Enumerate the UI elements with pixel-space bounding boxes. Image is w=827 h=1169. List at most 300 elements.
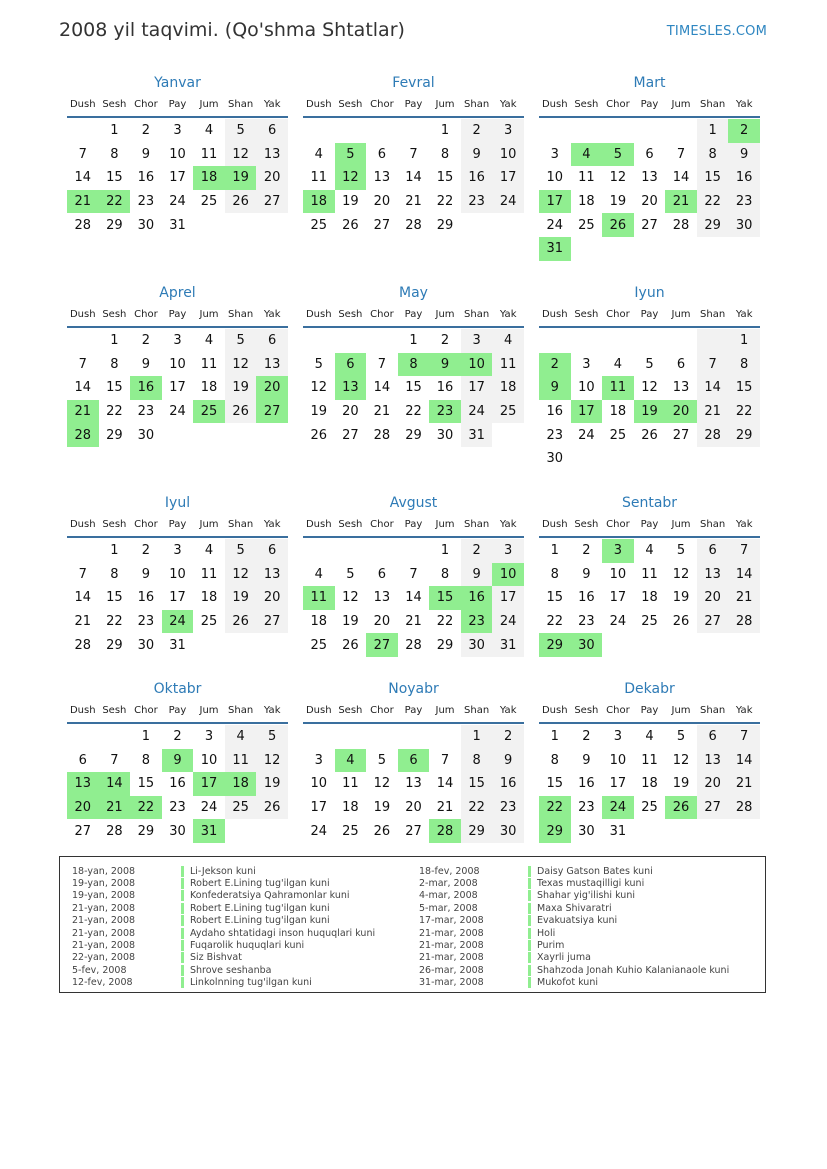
day-cell[interactable]: 7 bbox=[78, 356, 87, 372]
day-cell[interactable]: 18 bbox=[342, 800, 359, 816]
day-cell[interactable]: 22 bbox=[405, 404, 422, 420]
day-cell[interactable]: 15 bbox=[728, 376, 760, 400]
day-cell[interactable]: 26 bbox=[665, 796, 697, 820]
day-cell[interactable]: 23 bbox=[461, 610, 493, 634]
day-cell[interactable]: 3 bbox=[492, 539, 524, 563]
day-cell[interactable]: 22 bbox=[130, 796, 162, 820]
day-cell[interactable]: 23 bbox=[578, 800, 595, 816]
day-cell[interactable]: 8 bbox=[728, 353, 760, 377]
day-cell[interactable]: 8 bbox=[440, 566, 450, 582]
day-cell[interactable]: 11 bbox=[310, 170, 328, 186]
day-cell[interactable]: 30 bbox=[436, 427, 454, 443]
day-cell[interactable]: 9 bbox=[461, 563, 493, 587]
day-cell[interactable]: 8 bbox=[550, 566, 559, 582]
day-cell[interactable]: 10 bbox=[200, 752, 218, 768]
day-cell[interactable]: 12 bbox=[225, 353, 257, 377]
day-cell[interactable]: 9 bbox=[162, 749, 194, 773]
day-cell[interactable]: 11 bbox=[303, 586, 335, 610]
day-cell[interactable]: 21 bbox=[67, 190, 99, 214]
day-cell[interactable]: 2 bbox=[141, 333, 151, 349]
day-cell[interactable]: 27 bbox=[697, 610, 729, 634]
day-cell[interactable]: 29 bbox=[106, 637, 123, 653]
day-cell[interactable]: 27 bbox=[74, 823, 92, 839]
day-cell[interactable]: 26 bbox=[342, 217, 359, 233]
day-cell[interactable]: 22 bbox=[436, 614, 454, 630]
day-cell[interactable]: 27 bbox=[405, 823, 422, 839]
day-cell[interactable]: 31 bbox=[609, 823, 627, 839]
day-cell[interactable]: 11 bbox=[641, 752, 658, 768]
day-cell[interactable]: 1 bbox=[440, 543, 450, 559]
day-cell[interactable]: 9 bbox=[141, 356, 151, 372]
day-cell[interactable]: 25 bbox=[310, 217, 328, 233]
day-cell[interactable]: 11 bbox=[200, 146, 218, 162]
day-cell[interactable]: 10 bbox=[609, 752, 627, 768]
day-cell[interactable]: 5 bbox=[645, 356, 654, 372]
day-cell[interactable]: 30 bbox=[578, 823, 595, 839]
day-cell[interactable]: 20 bbox=[256, 166, 288, 190]
day-cell[interactable]: 20 bbox=[697, 586, 729, 610]
day-cell[interactable]: 29 bbox=[697, 213, 729, 237]
day-cell[interactable]: 20 bbox=[641, 194, 658, 210]
day-cell[interactable]: 27 bbox=[256, 400, 288, 424]
day-cell[interactable]: 25 bbox=[641, 800, 658, 816]
day-cell[interactable]: 10 bbox=[609, 566, 627, 582]
day-cell[interactable]: 11 bbox=[492, 353, 524, 377]
day-cell[interactable]: 13 bbox=[697, 749, 729, 773]
day-cell[interactable]: 4 bbox=[314, 566, 323, 582]
day-cell[interactable]: 22 bbox=[728, 400, 760, 424]
day-cell[interactable]: 29 bbox=[461, 819, 493, 843]
day-cell[interactable]: 19 bbox=[634, 400, 666, 424]
day-cell[interactable]: 7 bbox=[110, 752, 119, 768]
day-cell[interactable]: 27 bbox=[672, 427, 690, 443]
day-cell[interactable]: 2 bbox=[173, 729, 182, 745]
day-cell[interactable]: 15 bbox=[106, 380, 123, 396]
day-cell[interactable]: 17 bbox=[571, 400, 603, 424]
day-cell[interactable]: 16 bbox=[492, 772, 524, 796]
day-cell[interactable]: 28 bbox=[429, 819, 461, 843]
day-cell[interactable]: 24 bbox=[492, 190, 524, 214]
day-cell[interactable]: 10 bbox=[492, 563, 524, 587]
day-cell[interactable]: 16 bbox=[461, 166, 493, 190]
day-cell[interactable]: 18 bbox=[225, 772, 257, 796]
day-cell[interactable]: 18 bbox=[641, 776, 658, 792]
day-cell[interactable]: 24 bbox=[602, 796, 634, 820]
day-cell[interactable]: 12 bbox=[225, 143, 257, 167]
day-cell[interactable]: 13 bbox=[256, 563, 288, 587]
day-cell[interactable]: 29 bbox=[728, 423, 760, 447]
day-cell[interactable]: 7 bbox=[676, 146, 686, 162]
day-cell[interactable]: 25 bbox=[578, 217, 595, 233]
day-cell[interactable]: 5 bbox=[346, 566, 355, 582]
day-cell[interactable]: 3 bbox=[582, 356, 591, 372]
day-cell[interactable]: 6 bbox=[697, 539, 729, 563]
day-cell[interactable]: 23 bbox=[546, 427, 564, 443]
day-cell[interactable]: 31 bbox=[492, 633, 524, 657]
day-cell[interactable]: 28 bbox=[728, 796, 760, 820]
day-cell[interactable]: 26 bbox=[342, 637, 359, 653]
day-cell[interactable]: 22 bbox=[99, 190, 131, 214]
day-cell[interactable]: 20 bbox=[665, 400, 697, 424]
day-cell[interactable]: 21 bbox=[405, 614, 422, 630]
day-cell[interactable]: 10 bbox=[461, 353, 493, 377]
day-cell[interactable]: 21 bbox=[697, 400, 729, 424]
day-cell[interactable]: 20 bbox=[256, 376, 288, 400]
day-cell[interactable]: 14 bbox=[697, 376, 729, 400]
day-cell[interactable]: 12 bbox=[335, 166, 367, 190]
day-cell[interactable]: 31 bbox=[539, 237, 571, 261]
day-cell[interactable]: 16 bbox=[546, 404, 564, 420]
day-cell[interactable]: 21 bbox=[436, 800, 454, 816]
day-cell[interactable]: 8 bbox=[697, 143, 729, 167]
day-cell[interactable]: 12 bbox=[225, 563, 257, 587]
day-cell[interactable]: 21 bbox=[99, 796, 131, 820]
day-cell[interactable]: 22 bbox=[106, 404, 123, 420]
day-cell[interactable]: 24 bbox=[492, 610, 524, 634]
day-cell[interactable]: 6 bbox=[676, 356, 686, 372]
day-cell[interactable]: 26 bbox=[602, 213, 634, 237]
day-cell[interactable]: 30 bbox=[571, 633, 603, 657]
day-cell[interactable]: 21 bbox=[665, 190, 697, 214]
day-cell[interactable]: 29 bbox=[405, 427, 422, 443]
day-cell[interactable]: 23 bbox=[429, 400, 461, 424]
day-cell[interactable]: 1 bbox=[440, 123, 450, 139]
day-cell[interactable]: 22 bbox=[546, 614, 564, 630]
day-cell[interactable]: 9 bbox=[141, 146, 151, 162]
day-cell[interactable]: 28 bbox=[106, 823, 123, 839]
day-cell[interactable]: 2 bbox=[461, 539, 493, 563]
day-cell[interactable]: 3 bbox=[173, 333, 182, 349]
day-cell[interactable]: 27 bbox=[697, 796, 729, 820]
day-cell[interactable]: 24 bbox=[169, 194, 186, 210]
day-cell[interactable]: 16 bbox=[578, 776, 595, 792]
day-cell[interactable]: 15 bbox=[137, 776, 155, 792]
day-cell[interactable]: 27 bbox=[373, 217, 391, 233]
day-cell[interactable]: 10 bbox=[546, 170, 564, 186]
day-cell[interactable]: 4 bbox=[492, 329, 524, 353]
day-cell[interactable]: 14 bbox=[405, 170, 422, 186]
day-cell[interactable]: 19 bbox=[342, 194, 359, 210]
day-cell[interactable]: 1 bbox=[110, 543, 119, 559]
day-cell[interactable]: 17 bbox=[609, 590, 627, 606]
day-cell[interactable]: 29 bbox=[106, 427, 123, 443]
day-cell[interactable]: 25 bbox=[200, 194, 218, 210]
day-cell[interactable]: 15 bbox=[697, 166, 729, 190]
day-cell[interactable]: 8 bbox=[550, 752, 559, 768]
day-cell[interactable]: 8 bbox=[141, 752, 151, 768]
day-cell[interactable]: 2 bbox=[582, 729, 591, 745]
day-cell[interactable]: 2 bbox=[582, 543, 591, 559]
day-cell[interactable]: 9 bbox=[728, 143, 760, 167]
day-cell[interactable]: 24 bbox=[310, 823, 328, 839]
day-cell[interactable]: 21 bbox=[74, 614, 92, 630]
day-cell[interactable]: 20 bbox=[405, 800, 422, 816]
day-cell[interactable]: 8 bbox=[110, 356, 119, 372]
day-cell[interactable]: 29 bbox=[539, 819, 571, 843]
day-cell[interactable]: 14 bbox=[373, 380, 391, 396]
day-cell[interactable]: 4 bbox=[204, 543, 214, 559]
day-cell[interactable]: 24 bbox=[461, 400, 493, 424]
day-cell[interactable]: 5 bbox=[225, 119, 257, 143]
day-cell[interactable]: 18 bbox=[641, 590, 658, 606]
day-cell[interactable]: 19 bbox=[256, 772, 288, 796]
day-cell[interactable]: 16 bbox=[137, 170, 155, 186]
day-cell[interactable]: 6 bbox=[377, 566, 387, 582]
day-cell[interactable]: 11 bbox=[641, 566, 658, 582]
day-cell[interactable]: 3 bbox=[173, 123, 182, 139]
day-cell[interactable]: 19 bbox=[342, 614, 359, 630]
day-cell[interactable]: 28 bbox=[405, 637, 422, 653]
day-cell[interactable]: 21 bbox=[373, 404, 391, 420]
day-cell[interactable]: 28 bbox=[672, 217, 690, 233]
day-cell[interactable]: 31 bbox=[169, 637, 186, 653]
day-cell[interactable]: 9 bbox=[492, 749, 524, 773]
day-cell[interactable]: 3 bbox=[173, 543, 182, 559]
day-cell[interactable]: 4 bbox=[204, 333, 214, 349]
day-cell[interactable]: 1 bbox=[728, 329, 760, 353]
day-cell[interactable]: 28 bbox=[728, 610, 760, 634]
day-cell[interactable]: 1 bbox=[550, 543, 559, 559]
day-cell[interactable]: 30 bbox=[137, 637, 155, 653]
day-cell[interactable]: 1 bbox=[110, 333, 119, 349]
day-cell[interactable]: 23 bbox=[578, 614, 595, 630]
day-cell[interactable]: 25 bbox=[342, 823, 359, 839]
day-cell[interactable]: 13 bbox=[672, 380, 690, 396]
day-cell[interactable]: 12 bbox=[342, 590, 359, 606]
day-cell[interactable]: 30 bbox=[492, 819, 524, 843]
day-cell[interactable]: 13 bbox=[256, 353, 288, 377]
day-cell[interactable]: 6 bbox=[697, 725, 729, 749]
day-cell[interactable]: 12 bbox=[310, 380, 328, 396]
day-cell[interactable]: 2 bbox=[728, 119, 760, 143]
day-cell[interactable]: 11 bbox=[225, 749, 257, 773]
day-cell[interactable]: 29 bbox=[436, 217, 454, 233]
day-cell[interactable]: 24 bbox=[546, 217, 564, 233]
day-cell[interactable]: 27 bbox=[366, 633, 398, 657]
day-cell[interactable]: 18 bbox=[310, 614, 328, 630]
day-cell[interactable]: 2 bbox=[141, 543, 151, 559]
day-cell[interactable]: 3 bbox=[314, 752, 323, 768]
day-cell[interactable]: 3 bbox=[492, 119, 524, 143]
day-cell[interactable]: 21 bbox=[728, 772, 760, 796]
day-cell[interactable]: 13 bbox=[641, 170, 658, 186]
day-cell[interactable]: 30 bbox=[169, 823, 186, 839]
day-cell[interactable]: 7 bbox=[728, 539, 760, 563]
day-cell[interactable]: 25 bbox=[225, 796, 257, 820]
day-cell[interactable]: 4 bbox=[204, 123, 214, 139]
day-cell[interactable]: 6 bbox=[335, 353, 367, 377]
day-cell[interactable]: 13 bbox=[405, 776, 422, 792]
day-cell[interactable]: 30 bbox=[137, 427, 155, 443]
day-cell[interactable]: 10 bbox=[169, 146, 186, 162]
day-cell[interactable]: 7 bbox=[409, 146, 418, 162]
day-cell[interactable]: 31 bbox=[193, 819, 225, 843]
day-cell[interactable]: 11 bbox=[200, 566, 218, 582]
day-cell[interactable]: 18 bbox=[200, 380, 218, 396]
day-cell[interactable]: 23 bbox=[492, 796, 524, 820]
day-cell[interactable]: 12 bbox=[609, 170, 627, 186]
day-cell[interactable]: 10 bbox=[169, 566, 186, 582]
day-cell[interactable]: 16 bbox=[436, 380, 454, 396]
day-cell[interactable]: 9 bbox=[582, 566, 591, 582]
day-cell[interactable]: 4 bbox=[571, 143, 603, 167]
day-cell[interactable]: 13 bbox=[697, 563, 729, 587]
day-cell[interactable]: 8 bbox=[461, 749, 493, 773]
day-cell[interactable]: 5 bbox=[335, 143, 367, 167]
day-cell[interactable]: 27 bbox=[641, 217, 658, 233]
day-cell[interactable]: 29 bbox=[137, 823, 155, 839]
day-cell[interactable]: 20 bbox=[373, 614, 391, 630]
day-cell[interactable]: 1 bbox=[141, 729, 151, 745]
day-cell[interactable]: 1 bbox=[461, 725, 493, 749]
day-cell[interactable]: 19 bbox=[310, 404, 328, 420]
day-cell[interactable]: 17 bbox=[539, 190, 571, 214]
day-cell[interactable]: 19 bbox=[672, 590, 690, 606]
day-cell[interactable]: 1 bbox=[409, 333, 418, 349]
day-cell[interactable]: 23 bbox=[137, 404, 155, 420]
day-cell[interactable]: 17 bbox=[169, 380, 186, 396]
day-cell[interactable]: 3 bbox=[613, 729, 623, 745]
day-cell[interactable]: 20 bbox=[342, 404, 359, 420]
day-cell[interactable]: 14 bbox=[728, 749, 760, 773]
day-cell[interactable]: 11 bbox=[342, 776, 359, 792]
day-cell[interactable]: 7 bbox=[78, 566, 87, 582]
day-cell[interactable]: 28 bbox=[67, 423, 99, 447]
day-cell[interactable]: 7 bbox=[78, 146, 87, 162]
day-cell[interactable]: 20 bbox=[67, 796, 99, 820]
day-cell[interactable]: 8 bbox=[110, 146, 119, 162]
day-cell[interactable]: 28 bbox=[373, 427, 391, 443]
day-cell[interactable]: 15 bbox=[436, 170, 454, 186]
day-cell[interactable]: 17 bbox=[310, 800, 328, 816]
day-cell[interactable]: 16 bbox=[461, 586, 493, 610]
day-cell[interactable]: 27 bbox=[256, 610, 288, 634]
day-cell[interactable]: 23 bbox=[137, 194, 155, 210]
day-cell[interactable]: 5 bbox=[676, 543, 686, 559]
day-cell[interactable]: 6 bbox=[645, 146, 654, 162]
day-cell[interactable]: 5 bbox=[377, 752, 387, 768]
day-cell[interactable]: 19 bbox=[373, 800, 391, 816]
day-cell[interactable]: 18 bbox=[609, 404, 627, 420]
day-cell[interactable]: 31 bbox=[169, 217, 186, 233]
day-cell[interactable]: 17 bbox=[492, 586, 524, 610]
day-cell[interactable]: 20 bbox=[697, 772, 729, 796]
day-cell[interactable]: 22 bbox=[539, 796, 571, 820]
day-cell[interactable]: 8 bbox=[440, 146, 450, 162]
day-cell[interactable]: 4 bbox=[225, 725, 257, 749]
day-cell[interactable]: 3 bbox=[550, 146, 559, 162]
day-cell[interactable]: 4 bbox=[645, 729, 654, 745]
day-cell[interactable]: 1 bbox=[110, 123, 119, 139]
day-cell[interactable]: 14 bbox=[99, 772, 131, 796]
day-cell[interactable]: 8 bbox=[110, 566, 119, 582]
day-cell[interactable]: 5 bbox=[225, 329, 257, 353]
day-cell[interactable]: 10 bbox=[310, 776, 328, 792]
day-cell[interactable]: 25 bbox=[641, 614, 658, 630]
day-cell[interactable]: 7 bbox=[697, 353, 729, 377]
day-cell[interactable]: 5 bbox=[225, 539, 257, 563]
day-cell[interactable]: 14 bbox=[405, 590, 422, 606]
day-cell[interactable]: 25 bbox=[193, 400, 225, 424]
day-cell[interactable]: 5 bbox=[676, 729, 686, 745]
day-cell[interactable]: 12 bbox=[256, 749, 288, 773]
day-cell[interactable]: 8 bbox=[398, 353, 430, 377]
day-cell[interactable]: 26 bbox=[310, 427, 328, 443]
day-cell[interactable]: 7 bbox=[728, 725, 760, 749]
day-cell[interactable]: 26 bbox=[672, 614, 690, 630]
day-cell[interactable]: 9 bbox=[582, 752, 591, 768]
day-cell[interactable]: 9 bbox=[461, 143, 493, 167]
day-cell[interactable]: 3 bbox=[204, 729, 214, 745]
day-cell[interactable]: 23 bbox=[728, 190, 760, 214]
day-cell[interactable]: 2 bbox=[440, 333, 450, 349]
day-cell[interactable]: 10 bbox=[578, 380, 595, 396]
day-cell[interactable]: 9 bbox=[141, 566, 151, 582]
day-cell[interactable]: 24 bbox=[200, 800, 218, 816]
day-cell[interactable]: 25 bbox=[200, 614, 218, 630]
day-cell[interactable]: 12 bbox=[672, 566, 690, 582]
day-cell[interactable]: 10 bbox=[169, 356, 186, 372]
day-cell[interactable]: 24 bbox=[169, 404, 186, 420]
day-cell[interactable]: 13 bbox=[373, 170, 391, 186]
day-cell[interactable]: 17 bbox=[169, 590, 186, 606]
day-cell[interactable]: 28 bbox=[74, 217, 92, 233]
day-cell[interactable]: 14 bbox=[74, 170, 92, 186]
day-cell[interactable]: 29 bbox=[539, 633, 571, 657]
day-cell[interactable]: 30 bbox=[546, 451, 564, 467]
day-cell[interactable]: 28 bbox=[697, 423, 729, 447]
day-cell[interactable]: 14 bbox=[436, 776, 454, 792]
day-cell[interactable]: 15 bbox=[546, 776, 564, 792]
day-cell[interactable]: 24 bbox=[609, 614, 627, 630]
day-cell[interactable]: 25 bbox=[492, 400, 524, 424]
day-cell[interactable]: 12 bbox=[373, 776, 391, 792]
day-cell[interactable]: 24 bbox=[162, 610, 194, 634]
day-cell[interactable]: 15 bbox=[405, 380, 422, 396]
day-cell[interactable]: 17 bbox=[461, 376, 493, 400]
day-cell[interactable]: 9 bbox=[429, 353, 461, 377]
day-cell[interactable]: 11 bbox=[578, 170, 595, 186]
day-cell[interactable]: 19 bbox=[225, 586, 257, 610]
day-cell[interactable]: 6 bbox=[377, 146, 387, 162]
day-cell[interactable]: 26 bbox=[225, 190, 257, 214]
day-cell[interactable]: 29 bbox=[436, 637, 454, 653]
day-cell[interactable]: 15 bbox=[106, 590, 123, 606]
day-cell[interactable]: 22 bbox=[106, 614, 123, 630]
day-cell[interactable]: 3 bbox=[461, 329, 493, 353]
day-cell[interactable]: 19 bbox=[672, 776, 690, 792]
day-cell[interactable]: 21 bbox=[728, 586, 760, 610]
day-cell[interactable]: 13 bbox=[373, 590, 391, 606]
day-cell[interactable]: 23 bbox=[169, 800, 186, 816]
day-cell[interactable]: 4 bbox=[613, 356, 623, 372]
day-cell[interactable]: 17 bbox=[492, 166, 524, 190]
day-cell[interactable]: 11 bbox=[602, 376, 634, 400]
day-cell[interactable]: 3 bbox=[602, 539, 634, 563]
day-cell[interactable]: 7 bbox=[440, 752, 450, 768]
day-cell[interactable]: 4 bbox=[645, 543, 654, 559]
day-cell[interactable]: 14 bbox=[74, 590, 92, 606]
day-cell[interactable]: 11 bbox=[200, 356, 218, 372]
brand-link[interactable]: TIMESLES.COM bbox=[666, 24, 767, 39]
day-cell[interactable]: 18 bbox=[303, 190, 335, 214]
day-cell[interactable]: 25 bbox=[609, 427, 627, 443]
day-cell[interactable]: 19 bbox=[609, 194, 627, 210]
day-cell[interactable]: 2 bbox=[539, 353, 571, 377]
day-cell[interactable]: 26 bbox=[641, 427, 658, 443]
day-cell[interactable]: 6 bbox=[256, 329, 288, 353]
day-cell[interactable]: 18 bbox=[200, 590, 218, 606]
